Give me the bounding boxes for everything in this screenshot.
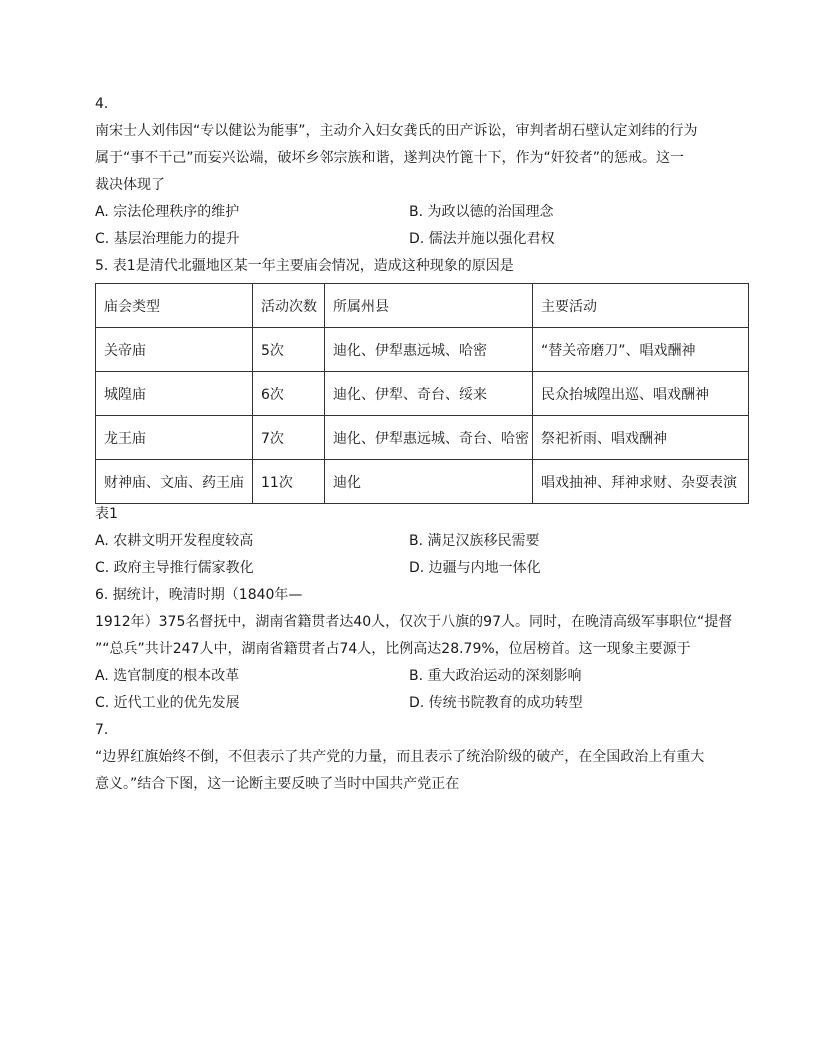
table-caption: 表1 (95, 506, 118, 522)
table-header-cell: 主要活动 (533, 284, 749, 328)
q7-stem-line-1: “边界红旗始终不倒，不但表示了共产党的力量，而且表示了统治阶级的破产，在全国政治上有重大 (95, 749, 705, 765)
table-cell: 财神庙、文庙、药王庙 (96, 460, 253, 504)
q4-option-b: B. 为政以德的治国理念 (409, 204, 554, 220)
table-cell: 迪化、伊犁惠远城、哈密 (325, 328, 533, 372)
table-cell: 龙王庙 (96, 416, 253, 460)
table-row (96, 460, 749, 504)
table-cell: 迪化、伊犁惠远城、奇台、哈密 (325, 416, 533, 460)
q4-stem-line-3: 裁决体现了 (95, 177, 165, 193)
table-header-cell: 庙会类型 (96, 284, 253, 328)
q4-number: 4. (95, 96, 109, 112)
table-cell: “替关帝磨刀”、唱戏酬神 (533, 328, 749, 372)
table-row (96, 328, 749, 372)
table-cell: 11次 (253, 460, 325, 504)
table-row (96, 416, 749, 460)
q7-number: 7. (95, 722, 109, 738)
q6-option-b: B. 重大政治运动的深刻影响 (409, 668, 582, 684)
table-header-cell: 所属州县 (325, 284, 533, 328)
q5-option-d: D. 边疆与内地一体化 (409, 560, 541, 576)
table-header-cell: 活动次数 (253, 284, 325, 328)
table-row (96, 372, 749, 416)
q4-stem-line-2: 属于“事不干己”而妄兴讼端，破坏乡邻宗族和谐，遂判决竹篦十下，作为“奸狡者”的惩戒。这一 (95, 150, 685, 166)
q6-stem-line-3: ”“总兵”共计247人中，湖南省籍贯者占74人，比例高达28.79%，位居榜首。这一现象主要源于 (95, 641, 691, 657)
table-cell: 民众抬城隍出巡、唱戏酬神 (533, 372, 749, 416)
table-cell: 6次 (253, 372, 325, 416)
q4-option-d: D. 儒法并施以强化君权 (409, 231, 555, 247)
q7-stem-line-2: 意义。”结合下图，这一论断主要反映了当时中国共产党正在 (95, 776, 460, 792)
table-cell: 关帝庙 (96, 328, 253, 372)
table-cell: 7次 (253, 416, 325, 460)
q5-option-c: C. 政府主导推行儒家教化 (95, 560, 254, 576)
q6-stem-line-2: 1912年）375名督抚中，湖南省籍贯者达40人，仅次于八旗的97人。同时，在晚清高级军事职位“提督 (95, 614, 733, 630)
q6-option-a: A. 选官制度的根本改革 (95, 668, 240, 684)
table-cell: 唱戏抽神、拜神求财、杂耍表演 (533, 460, 749, 504)
table-cell: 迪化 (325, 460, 533, 504)
q4-option-c: C. 基层治理能力的提升 (95, 231, 240, 247)
table-cell: 城隍庙 (96, 372, 253, 416)
q5-stem: 5. 表1是清代北疆地区某一年主要庙会情况，造成这种现象的原因是 (95, 258, 514, 274)
q5-option-b: B. 满足汉族移民需要 (409, 533, 540, 549)
q6-option-d: D. 传统书院教育的成功转型 (409, 695, 583, 711)
q4-option-a: A. 宗法伦理秩序的维护 (95, 204, 240, 220)
table-header-row (96, 284, 749, 328)
q6-option-c: C. 近代工业的优先发展 (95, 695, 240, 711)
table-cell: 5次 (253, 328, 325, 372)
table-cell: 迪化、伊犁、奇台、绥来 (325, 372, 533, 416)
q4-stem-line-1: 南宋士人刘伟因“专以健讼为能事”，主动介入妇女龚氏的田产诉讼，审判者胡石壁认定刘纬的行为 (95, 123, 698, 139)
temple-fair-table (95, 283, 749, 504)
q5-option-a: A. 农耕文明开发程度较高 (95, 533, 254, 549)
q6-stem-line-1: 6. 据统计，晚清时期（1840年— (95, 587, 303, 603)
table-cell: 祭祀祈雨、唱戏酬神 (533, 416, 749, 460)
